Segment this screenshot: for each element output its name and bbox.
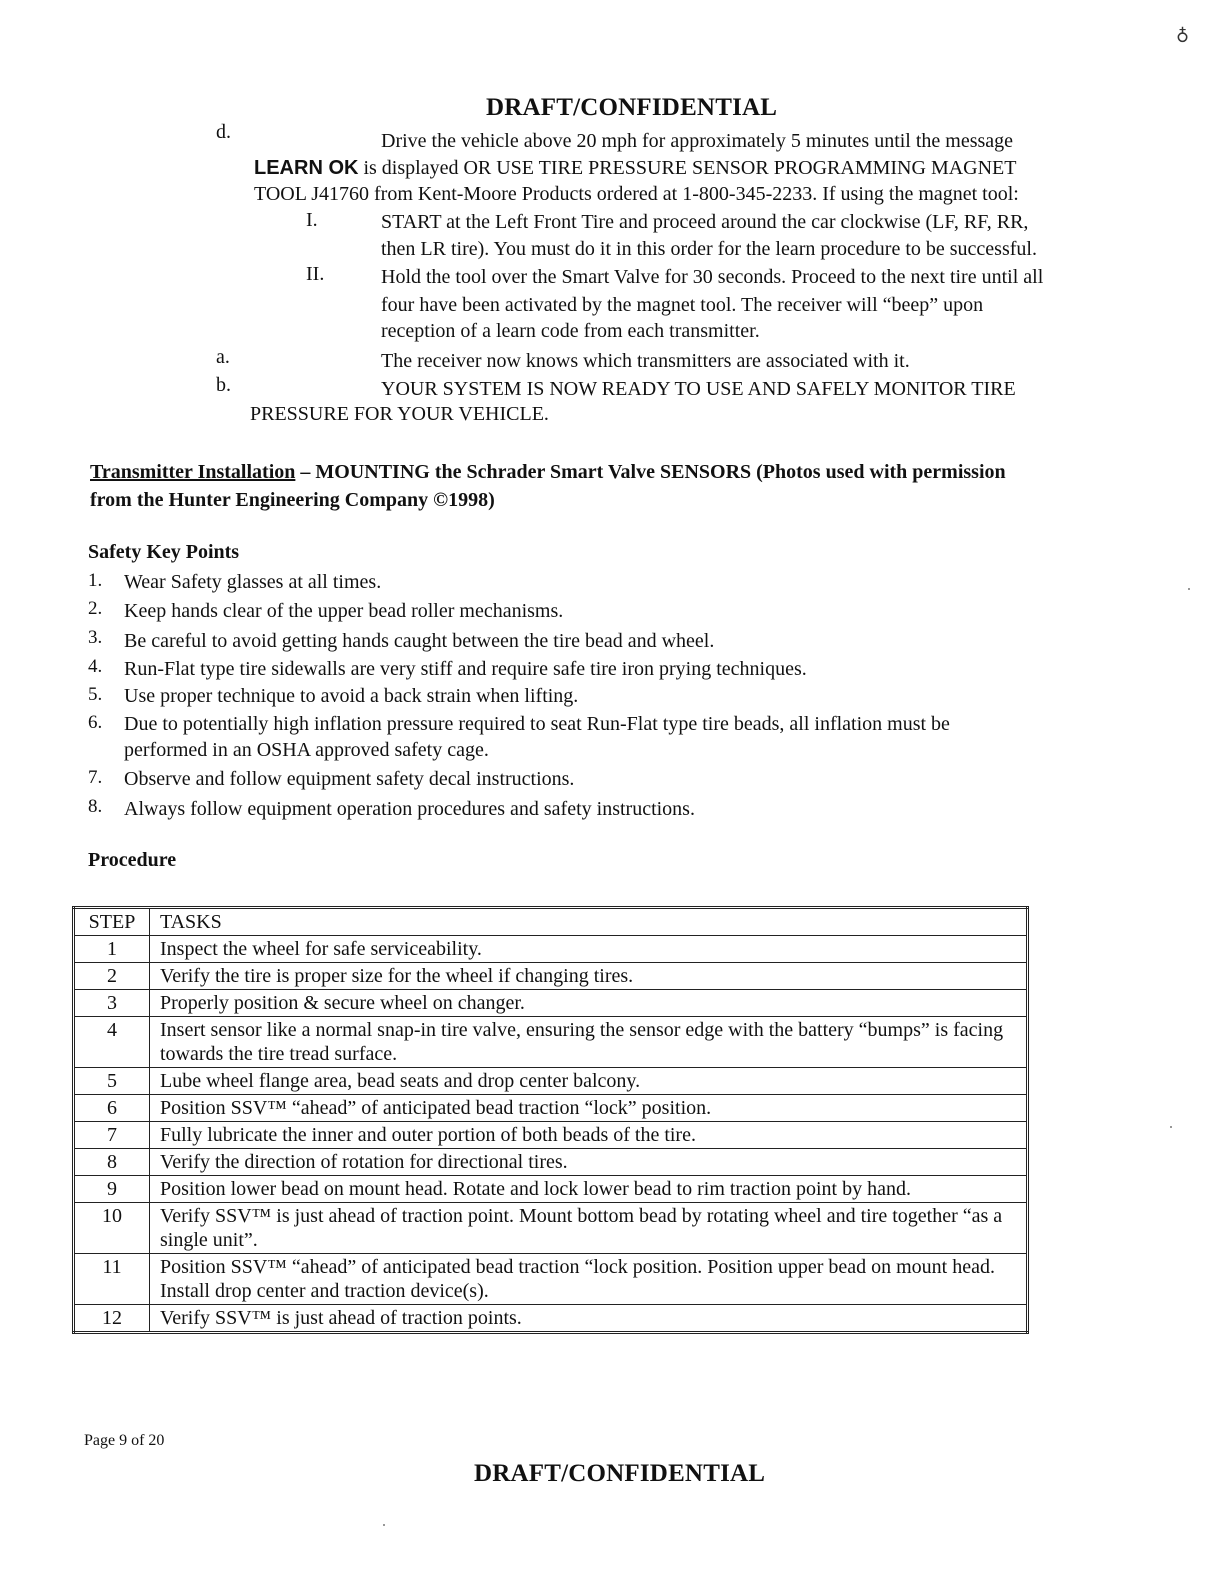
- safety-item-text: Always follow equipment operation procedures and safety instructions.: [124, 798, 695, 820]
- task-text: Verify SSV™ is just ahead of traction point. Mount bottom bead by rotating wheel and tire together “as a single unit”.: [150, 1203, 1028, 1254]
- footer-draft-confidential: DRAFT/CONFIDENTIAL: [474, 1460, 766, 1487]
- step-b-marker: b.: [216, 374, 231, 396]
- step-number: 12: [74, 1305, 150, 1333]
- table-header-row: [74, 908, 1028, 936]
- step-d-line3: TOOL J41760 from Kent-Moore Products ordered at 1-800-345-2233. If using the magnet tool:: [254, 183, 1019, 205]
- safety-item-num: 1.: [88, 570, 103, 591]
- sub-item-ii-marker: II.: [306, 263, 325, 285]
- procedure-table: [72, 906, 1029, 1334]
- step-number: 10: [74, 1203, 150, 1254]
- table-row: [74, 1122, 1028, 1149]
- learn-ok-label: LEARN OK: [254, 157, 359, 179]
- step-number: 6: [74, 1095, 150, 1122]
- step-b-line1: YOUR SYSTEM IS NOW READY TO USE AND SAFELY MONITOR TIRE: [381, 378, 1016, 400]
- safety-title: Safety Key Points: [88, 541, 240, 563]
- column-header-step: STEP: [74, 908, 150, 936]
- table-row: [74, 1203, 1028, 1254]
- table-row: [74, 1176, 1028, 1203]
- step-a-marker: a.: [216, 346, 230, 368]
- step-a-text: The receiver now knows which transmitters are associated with it.: [381, 350, 910, 372]
- transmitter-heading-rest: – MOUNTING the Schrader Smart Valve SENSORS (Photos used with permission: [295, 461, 1006, 483]
- task-text: Insert sensor like a normal snap-in tire valve, ensuring the sensor edge with the battery “bumps” is facing towards the tire tread surface.: [150, 1017, 1028, 1068]
- page-number: Page 9 of 20: [84, 1432, 165, 1449]
- step-number: 8: [74, 1149, 150, 1176]
- step-d-line1: Drive the vehicle above 20 mph for approximately 5 minutes until the message: [381, 130, 1014, 152]
- table-row: [74, 1068, 1028, 1095]
- sub-item-i-line2: then LR tire). You must do it in this order for the learn procedure to be successful.: [381, 238, 1037, 260]
- step-number: 1: [74, 936, 150, 963]
- table-row: [74, 1017, 1028, 1068]
- header-draft-confidential: DRAFT/CONFIDENTIAL: [486, 94, 778, 121]
- table-row: [74, 1305, 1028, 1333]
- step-d-marker: d.: [216, 121, 231, 143]
- task-text: Properly position & secure wheel on changer.: [150, 990, 1028, 1017]
- safety-item-text: Due to potentially high inflation pressure required to seat Run-Flat type tire beads, all inflation must be: [124, 713, 950, 735]
- safety-item-text: Observe and follow equipment safety decal instructions.: [124, 768, 575, 790]
- task-text: Fully lubricate the inner and outer portion of both beads of the tire.: [150, 1122, 1028, 1149]
- safety-item-text: Keep hands clear of the upper bead roller mechanisms.: [124, 600, 564, 622]
- procedure-title: Procedure: [88, 849, 177, 871]
- safety-item-num: 5.: [88, 684, 103, 705]
- step-number: 7: [74, 1122, 150, 1149]
- safety-item-num: 6.: [88, 712, 103, 733]
- transmitter-heading: [90, 461, 1006, 484]
- step-number: 11: [74, 1254, 150, 1305]
- task-text: Position SSV™ “ahead” of anticipated bead traction “lock position. Position upper bead on mount head. Install drop center and traction device(s).: [150, 1254, 1028, 1305]
- sub-item-i-marker: I.: [306, 209, 318, 231]
- sub-item-ii-line3: reception of a learn code from each transmitter.: [381, 320, 760, 342]
- task-text: Verify SSV™ is just ahead of traction points.: [150, 1305, 1028, 1333]
- step-d-line2-rest: is displayed OR USE TIRE PRESSURE SENSOR PROGRAMMING MAGNET: [358, 157, 1017, 179]
- scan-speck: [383, 1524, 385, 1526]
- safety-item-text-cont: performed in an OSHA approved safety cage.: [124, 739, 489, 761]
- column-header-tasks: TASKS: [150, 908, 1028, 936]
- table-row: [74, 1254, 1028, 1305]
- task-text: Verify the direction of rotation for directional tires.: [150, 1149, 1028, 1176]
- task-text: Lube wheel flange area, bead seats and drop center balcony.: [150, 1068, 1028, 1095]
- task-text: Verify the tire is proper size for the wheel if changing tires.: [150, 963, 1028, 990]
- task-text: Position SSV™ “ahead” of anticipated bead traction “lock” position.: [150, 1095, 1028, 1122]
- safety-item-num: 8.: [88, 796, 103, 817]
- safety-item-num: 4.: [88, 656, 103, 677]
- sub-item-ii-line2: four have been activated by the magnet tool. The receiver will “beep” upon: [381, 294, 984, 316]
- table-row: [74, 1149, 1028, 1176]
- transmitter-installation-link[interactable]: Transmitter Installation: [90, 461, 296, 483]
- step-number: 3: [74, 990, 150, 1017]
- safety-item-text: Use proper technique to avoid a back strain when lifting.: [124, 685, 579, 707]
- scan-speck: [1170, 1126, 1172, 1128]
- scan-speck: [1188, 588, 1190, 590]
- safety-item-text: Run-Flat type tire sidewalls are very stiff and require safe tire iron prying techniques.: [124, 658, 807, 680]
- task-text: Inspect the wheel for safe serviceability.: [150, 936, 1028, 963]
- table-row: [74, 936, 1028, 963]
- table-row: [74, 963, 1028, 990]
- safety-item-num: 7.: [88, 767, 103, 788]
- table-row: [74, 1095, 1028, 1122]
- corner-mark-icon: ♁: [1176, 24, 1190, 44]
- safety-item-num: 2.: [88, 598, 103, 619]
- safety-item-num: 3.: [88, 627, 103, 648]
- safety-item-text: Be careful to avoid getting hands caught between the tire bead and wheel.: [124, 630, 715, 652]
- step-number: 5: [74, 1068, 150, 1095]
- step-number: 9: [74, 1176, 150, 1203]
- step-number: 2: [74, 963, 150, 990]
- table-row: [74, 990, 1028, 1017]
- task-text: Position lower bead on mount head. Rotate and lock lower bead to rim traction point by hand.: [150, 1176, 1028, 1203]
- sub-item-ii-line1: Hold the tool over the Smart Valve for 30 seconds. Proceed to the next tire until all: [381, 266, 1044, 288]
- step-number: 4: [74, 1017, 150, 1068]
- transmitter-heading-line2: from the Hunter Engineering Company ©1998): [90, 489, 495, 511]
- step-d-line2: [254, 157, 1017, 180]
- step-b-line2: PRESSURE FOR YOUR VEHICLE.: [250, 403, 549, 425]
- safety-item-text: Wear Safety glasses at all times.: [124, 571, 382, 593]
- sub-item-i-line1: START at the Left Front Tire and proceed around the car clockwise (LF, RF, RR,: [381, 211, 1029, 233]
